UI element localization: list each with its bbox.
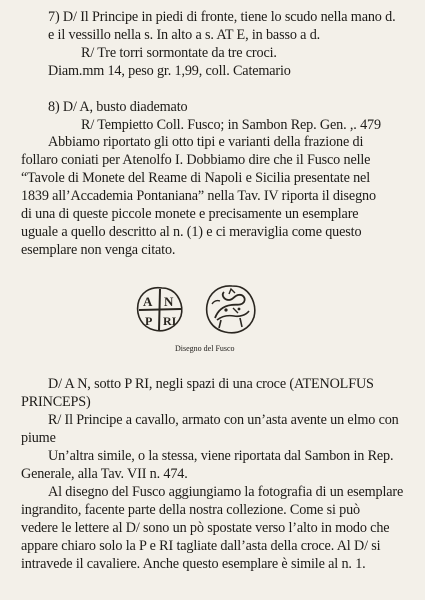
para1-line: esemplare non venga citato. — [21, 242, 176, 258]
fusco-coin-drawing — [0, 280, 425, 342]
para1-line: di una di queste piccole monete e precisamente un esemplare — [21, 206, 359, 222]
obverse-letter-n: N — [164, 294, 174, 309]
coin-reverse-drawing — [207, 286, 255, 333]
entry7-line4: Diam.mm 14, peso gr. 1,99, coll. Catemario — [48, 63, 291, 79]
para1-line: “Tavole di Monete del Reame di Napoli e Sicilia presentate nel — [21, 170, 370, 186]
para3-line: vedere le lettere al D/ sono un pò spostate verso l’alto in modo che — [21, 520, 390, 536]
obverse-letter-ri: RI — [163, 314, 177, 328]
entry9-line2: PRINCEPS) — [21, 394, 91, 410]
coin-obverse-drawing — [138, 288, 182, 331]
entry7-line3: R/ Tre torri sormontate da tre croci. — [81, 45, 277, 61]
entry9-line3: R/ Il Principe a cavallo, armato con un’asta avente un elmo con — [48, 412, 399, 428]
obverse-letter-p: P — [145, 314, 153, 328]
figure-caption: Disegno del Fusco — [175, 344, 235, 353]
entry9-line1: D/ A N, sotto P RI, negli spazi di una croce (ATENOLFUS — [48, 376, 374, 392]
entry7-line1: 7) D/ Il Principe in piedi di fronte, tiene lo scudo nella mano d. — [48, 9, 396, 25]
para3-line: Al disegno del Fusco aggiungiamo la fotografia di un esemplare — [48, 484, 404, 500]
para3-line: intravede il cavaliere. Anche questo esemplare è simile al n. 1. — [21, 556, 366, 572]
entry7-line2: e il vessillo nella s. In alto a s. AT E, in basso a d. — [48, 27, 321, 43]
para1-line: follaro coniati per Atenolfo I. Dobbiamo dire che il Fusco nelle — [21, 152, 371, 168]
para1-line: 1839 all’Accademia Pontaniana” nella Tav. IV riporta il disegno — [21, 188, 376, 204]
para3-line: appare chiaro solo la P e RI tagliate dall’asta della croce. Al D/ si — [21, 538, 381, 554]
para3-line: ingrandito, facente parte della nostra collezione. Come si può — [21, 502, 360, 518]
entry8-line1: 8) D/ A, busto diademato — [48, 99, 188, 115]
obverse-letter-a: A — [143, 294, 153, 309]
para2-line: Un’altra simile, o la stessa, viene riportata dal Sambon in Rep. — [48, 448, 394, 464]
entry8-line2: R/ Tempietto Coll. Fusco; in Sambon Rep. Gen. ,. 479 — [81, 117, 381, 133]
entry9-line4: piume — [21, 430, 56, 446]
para2-line: Generale, alla Tav. VII n. 474. — [21, 466, 188, 482]
para1-line: Abbiamo riportato gli otto tipi e varianti della frazione di — [48, 134, 364, 150]
para1-line: uguale a quello descritto al n. (1) e ci meraviglia come questo — [21, 224, 362, 240]
